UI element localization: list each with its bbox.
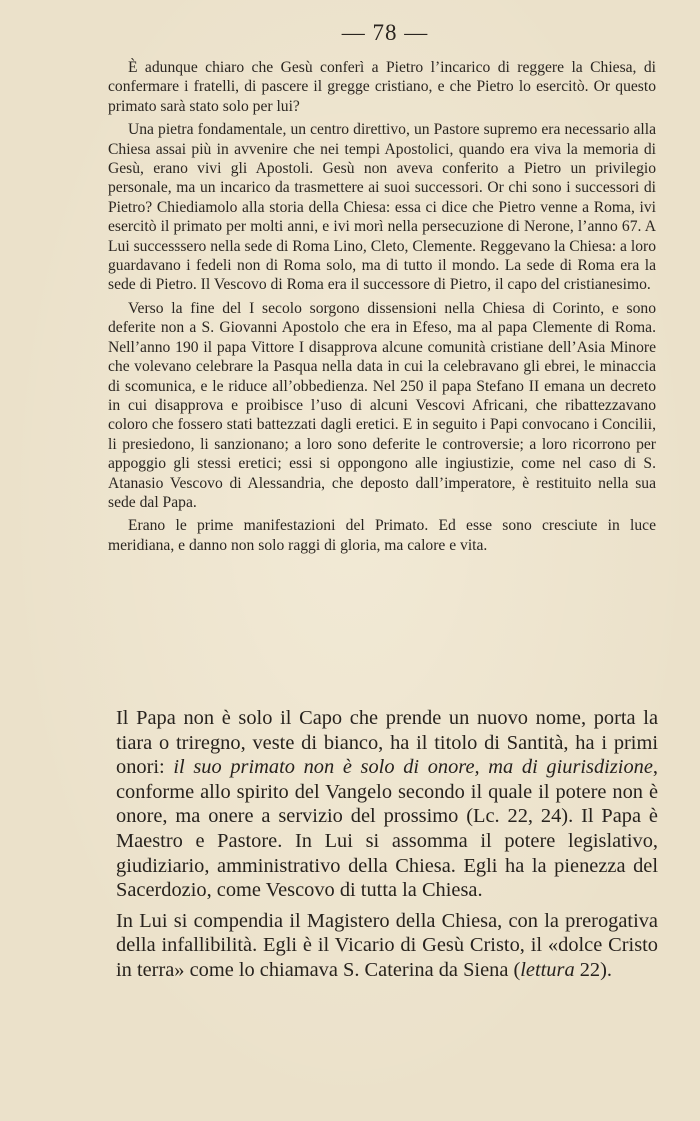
small-print-section [108,58,656,559]
text-run: In Lui si compendia il Magistero della Chiesa, con la prerogativa della infallibilità. Egli è il Vicario di Gesù Cristo, il «dolce Cristo in terra» come lo chiamava S. Caterina da Siena ( [116,909,658,981]
large-print-section [116,706,658,989]
paragraph: Erano le prime manifestazioni del Primato. Ed esse sono cresciute in luce meridiana, e danno non solo raggi di gloria, ma calore e vita. [108,517,656,554]
paragraph: Verso la fine del I secolo sorgono dissensioni nella Chiesa di Corinto, e sono deferite non a S. Giovanni Apostolo che era in Efeso, ma al papa Clemente di Roma. Nell’anno 190 il papa Vittore I disapprova alcune comunità cristiane dell’Asia Minore che volevano celebrare la Pasqua nella data in cui la celebravano gli ebrei, le minaccia di scomunica, e le riduce all’obbedienza. Nel 250 il papa Stefano II emana un decreto in cui disapprova e proibisce l’uso di alcuni Vescovi Africani, che ribattezzavano coloro che fossero stati battezzati dagli eretici. E in seguito i Papi convocano i Concilii, li presiedono, li sanzionano; a loro sono deferite le controversie; a loro ricorrono per appoggio gli stessi eretici; essi si oppongono alle ingiustizie, come nel caso di S. Atanasio Vescovo di Alessandria, che deposto dall’imperatore, è restituito nella sua sede dal Papa. [108,299,656,511]
text-run: , conforme allo spirito del Vangelo secondo il quale il potere non è onore, ma onere a servizio del prossimo (Lc. 22, 24). Il Papa è Maestro e Pastore. In Lui si assomma il potere legislativo, giudiziario, amministrativo della Chiesa. Egli ha la pienezza del Sacerdozio, come Vescovo di tutta la Chiesa. [116,756,658,902]
paragraph [116,706,658,903]
text-run: Il Papa non è solo il Capo che prende un nuovo nome, porta la tiara o triregno, veste di bianco, ha il titolo di Santità, ha i primi onori: [116,707,658,779]
italic-text: il suo primato non è solo di onore, ma di giurisdizione [173,756,653,779]
paragraph: Una pietra fondamentale, un centro direttivo, un Pastore supremo era necessario alla Chiesa assai più in avvenire che nei tempi Apostolici, quando era viva la memoria di Gesù, erano vivi gli Apostoli. Gesù non aveva conferito a Pietro un privilegio personale, ma un incarico da trasmettere ai suoi successori. Or chi sono i successori di Pietro? Chiediamolo alla storia della Chiesa: essa ci dice che Pietro venne a Roma, ivi esercitò il primato per molti anni, e ivi morì nella persecuzione di Nerone, l’anno 67. A Lui successsero nella sede di Roma Lino, Cleto, Clemente. Reggevano la Chiesa: a loro guardavano i fedeli non di Roma solo, ma di tutto il mondo. La sede di Roma era la sede di Pietro. Il Vescovo di Roma era il successore di Pietro, il capo del cristianesimo. [108,121,656,294]
paragraph: È adunque chiaro che Gesù conferì a Pietro l’incarico di reggere la Chiesa, di confermare i fratelli, di pascere il gregge cristiano, e che Pietro lo esercitò. Or questo primato sarà stato solo per lui? [108,59,656,115]
text-run: 22). [574,958,613,981]
paragraph [116,909,658,983]
italic-text: lettura [520,958,575,981]
page-number: — 78 — [341,20,429,45]
